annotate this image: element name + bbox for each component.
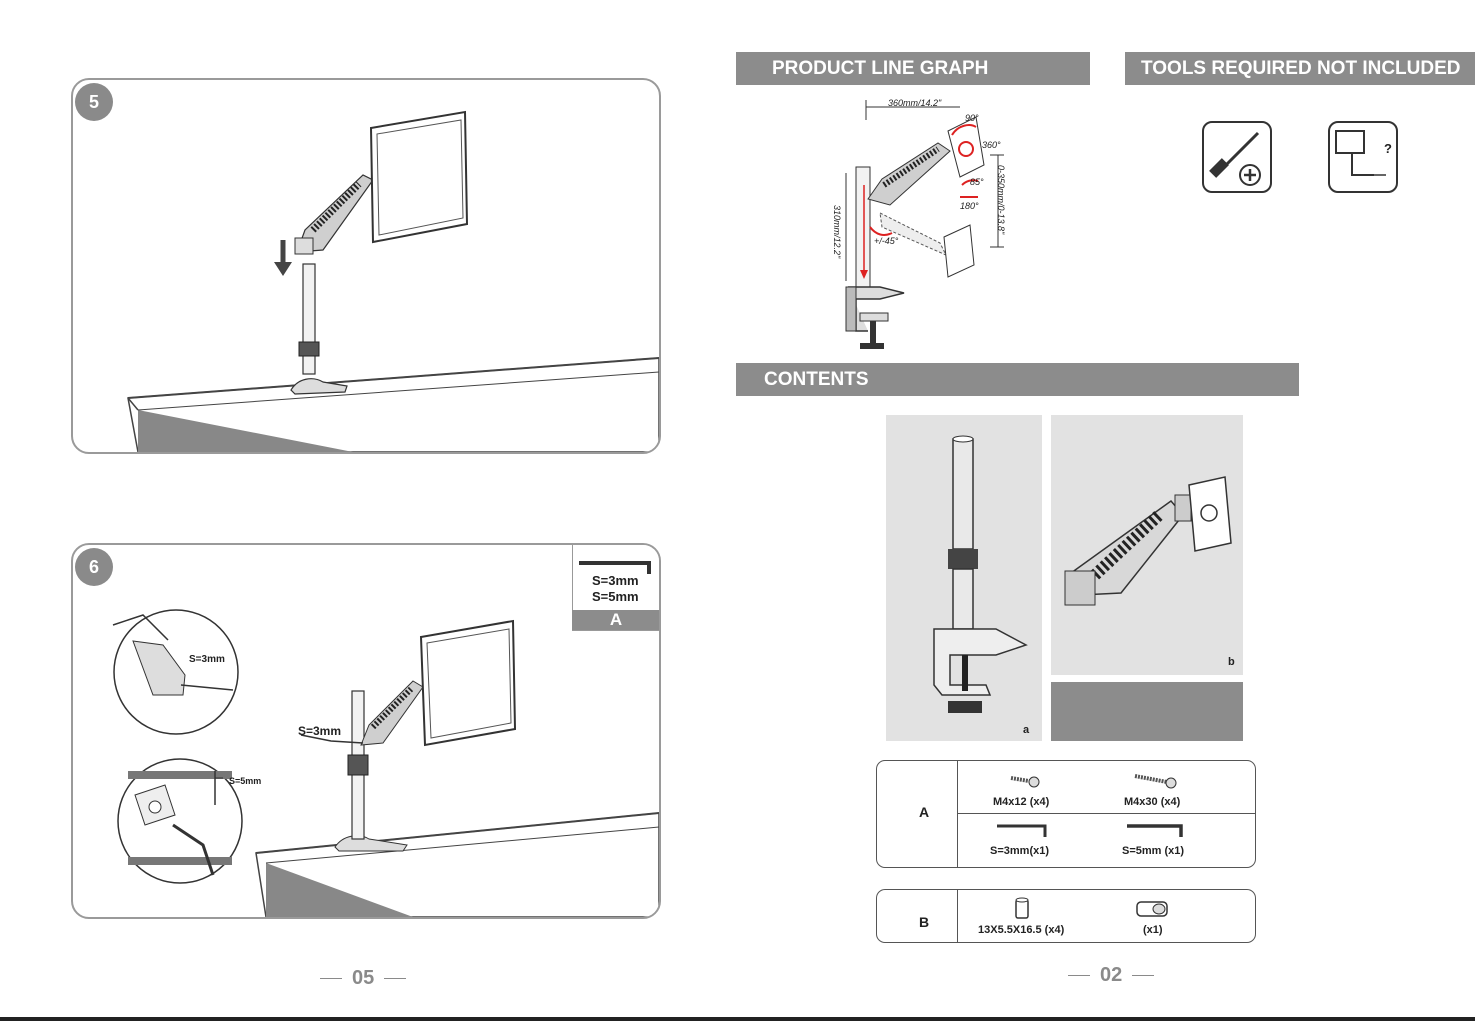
part-cable-clip: (x1) — [1143, 924, 1163, 936]
dim-pole-height: 310mm/12.2" — [832, 205, 842, 259]
hex-key-icon — [573, 544, 661, 574]
part-spacer: 13X5.5X16.5 (x4) — [978, 924, 1065, 936]
step5-panel — [71, 78, 661, 454]
step5-number-badge: 5 — [75, 83, 113, 121]
product-line-graph-header — [736, 52, 1090, 85]
screw-m4x30-icon — [1133, 772, 1183, 792]
screw-m4x12-icon — [1009, 772, 1049, 792]
hex-key-5mm-icon — [1125, 823, 1189, 839]
part-hex-5mm-label: S=5mm — [1122, 845, 1162, 857]
step5-illustration — [73, 80, 659, 452]
part-hex-3mm-label: S=3mm — [990, 845, 1030, 857]
photo-b-arm — [1051, 415, 1243, 675]
photo-b-label: b — [1228, 656, 1235, 668]
monitor-question-icon — [1330, 123, 1396, 191]
arm-vesa-illustration — [1051, 415, 1243, 675]
hex-key-size-5mm: S=5mm — [592, 589, 639, 604]
step6-number-badge: 6 — [75, 548, 113, 586]
monitor-check-tool — [1328, 121, 1398, 193]
part-hex-5mm-qty: (x1) — [1164, 845, 1185, 857]
hex-key-3mm-icon — [995, 823, 1055, 839]
hex-key-size-3mm: S=3mm — [592, 573, 639, 588]
dim-reach: 360mm/14.2" — [888, 98, 942, 108]
pole-clamp-illustration — [886, 415, 1042, 741]
box-b-divider-v — [957, 890, 958, 942]
photo-placeholder-block — [1051, 682, 1243, 741]
contents-title: CONTENTS — [764, 368, 869, 390]
right-page-number — [1068, 964, 1154, 987]
dim-arm-swivel: +/-45° — [874, 236, 899, 246]
screwdriver-icon — [1204, 123, 1270, 191]
product-line-graph-title: PRODUCT LINE GRAPH — [772, 57, 989, 79]
dim-height-adjust: 0-350mm/0-13.8" — [996, 165, 1006, 235]
tools-title: TOOLS REQUIRED NOT INCLUDED — [1141, 57, 1461, 79]
tools-header — [1125, 52, 1475, 85]
callout-top-label: S=3mm — [189, 654, 225, 665]
part-m4x30: M4x30 (x4) — [1124, 796, 1181, 808]
screwdriver-tool — [1202, 121, 1272, 193]
callout-bottom-label: S=5mm — [229, 776, 262, 786]
product-line-diagram — [820, 95, 1060, 355]
parts-box-b — [876, 889, 1256, 943]
dim-swivel: 180° — [960, 201, 979, 211]
part-m4x12: M4x12 (x4) — [993, 796, 1050, 808]
contents-header — [736, 363, 1299, 396]
left-page-number-text: 05 — [352, 967, 375, 989]
left-page-number — [320, 967, 406, 990]
cable-clip-icon — [1135, 898, 1175, 922]
step6-panel — [71, 543, 661, 919]
dim-tilt: 90° — [965, 113, 979, 123]
box-a-divider-v — [957, 761, 958, 867]
part-hex-3mm — [990, 845, 1049, 857]
right-page-number-text: 02 — [1100, 964, 1123, 986]
hex-key-tag: A — [572, 610, 660, 630]
parts-box-a — [876, 760, 1256, 868]
photo-a-label: a — [1023, 724, 1030, 736]
dim-tilt-down: 85° — [970, 177, 984, 187]
part-hex-5mm — [1122, 845, 1184, 857]
box-a-divider-h — [957, 813, 1255, 814]
box-b-tag: B — [919, 914, 930, 930]
main-wrench-label: S=3mm — [298, 724, 342, 738]
photo-a-pole-clamp — [886, 415, 1042, 741]
bottom-edge-line — [0, 1017, 1475, 1021]
spacer-icon — [1012, 896, 1032, 920]
part-hex-3mm-qty: (x1) — [1029, 845, 1050, 857]
question-mark: ? — [1384, 141, 1392, 156]
dim-rotate: 360° — [982, 140, 1001, 150]
box-a-tag: A — [919, 804, 930, 820]
